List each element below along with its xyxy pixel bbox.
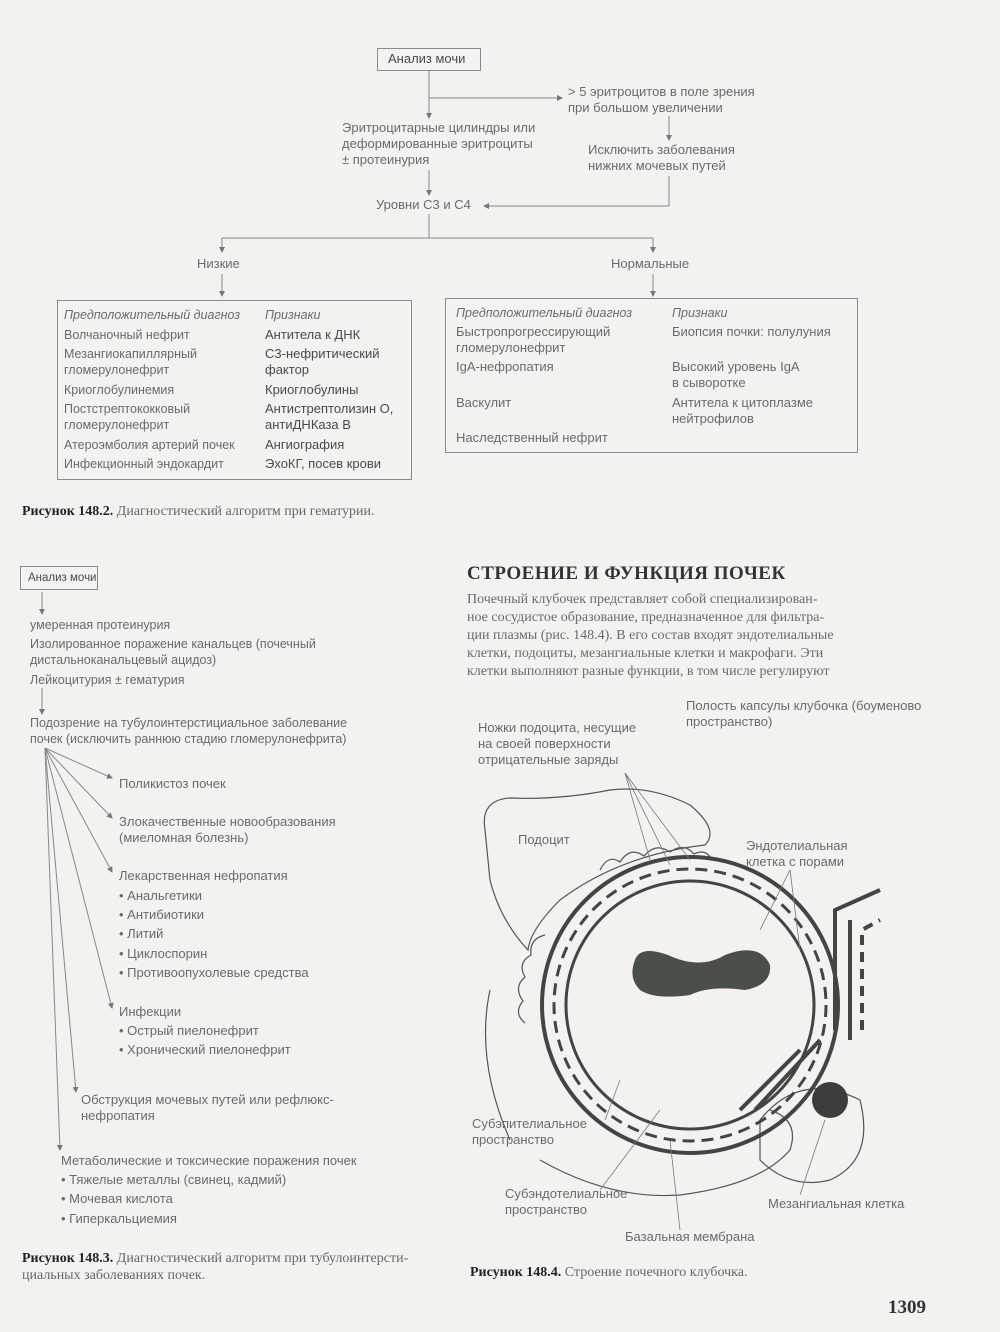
- fig3-start: Анализ мочи: [28, 572, 97, 584]
- fig4-subendo-label: Субэндотелиальное пространство: [505, 1186, 628, 1217]
- fig2-normal-signs-1: Биопсия почки: полулуния: [672, 324, 831, 339]
- fig3-suspect: Подозрение на тубулоинтерстициальное заболевание почек (исключить раннюю стадию гломерулонефрита): [30, 716, 348, 746]
- capillary-basal: [554, 869, 826, 1141]
- fig2-caption-label: Рисунок 148.2.: [22, 504, 114, 519]
- fig3-b6-item-1: • Тяжелые металлы (свинец, кадмий): [61, 1172, 287, 1187]
- fig3-b3-item-3: • Литий: [119, 926, 164, 941]
- fig2-normal-diag-1: Быстропрогрессирующий гломерулонефрит: [456, 324, 611, 355]
- fig2-normal: Нормальные: [611, 256, 690, 271]
- fig3-b4-item-2: • Хронический пиелонефрит: [119, 1042, 291, 1057]
- fig2-low-diag-2: Мезангиокапиллярный гломерулонефрит: [64, 347, 197, 377]
- podocyte-feet: [518, 847, 712, 1023]
- endothelial-nucleus: [632, 950, 770, 996]
- fig2-normal-signs-2: Высокий уровень IgA в сыворотке: [672, 359, 800, 390]
- mesangial-cell: [812, 1082, 848, 1118]
- fig2-normal-h-diag: Предположительный диагноз: [456, 306, 633, 320]
- fig3-b3-item-1: • Анальгетики: [119, 888, 203, 903]
- fig3-caption-label: Рисунок 148.3.: [22, 1251, 114, 1266]
- capillary-inner: [566, 881, 814, 1129]
- fig2-normal-diag-3: Васкулит: [456, 395, 512, 410]
- page-number: 1309: [888, 1297, 926, 1318]
- fig4-subepi-label: Субэпителиальное пространство: [472, 1116, 587, 1147]
- fig2-low-h-diag: Предположительный диагноз: [64, 308, 241, 322]
- fig3-finding-2: Изолированное поражение канальцев (почечный дистальноканальцевый ацидоз): [30, 637, 316, 667]
- fig2-low-signs-1: Антитела к ДНК: [265, 327, 361, 342]
- fig2-low-signs-4: Антистрептолизин О, антиДНКаза В: [265, 401, 394, 432]
- fig2-right-mid: Исключить заболевания нижних мочевых путей: [588, 142, 735, 173]
- fig4-caption: [470, 1265, 747, 1281]
- fig3-b3-item-4: • Циклоспорин: [119, 946, 208, 961]
- fig2-low-diag-6: Инфекционный эндокардит: [64, 457, 224, 471]
- fig2-low: Низкие: [197, 256, 240, 271]
- section-line-5: клетки выполняют разные функции, в том числе регулируют: [467, 664, 830, 679]
- fig2-low-signs-6: ЭхоКГ, посев крови: [265, 456, 382, 471]
- fig2-low-diag-1: Волчаночный нефрит: [64, 328, 190, 342]
- section-heading: СТРОЕНИЕ И ФУНКЦИЯ ПОЧЕК: [467, 563, 786, 584]
- fig4-caption-label: Рисунок 148.4.: [470, 1265, 562, 1280]
- fig4-caption-text: Строение почечного клубочка.: [564, 1265, 748, 1280]
- fig3-branch-6: Метаболические и токсические поражения почек: [61, 1153, 357, 1168]
- fig3-branch-4: Инфекции: [119, 1004, 182, 1019]
- fig3-branch-2: Злокачественные новообразования (миеломная болезнь): [119, 814, 336, 845]
- fig4-basal-label: Базальная мембрана: [625, 1229, 755, 1244]
- fig2-right-top: > 5 эритроцитов в поле зрения при большом увеличении: [568, 84, 755, 115]
- fig2-normal-diag-4: Наследственный нефрит: [456, 430, 608, 445]
- fig4-legs-label: Ножки подоцита, несущие на своей поверхности отрицательные заряды: [478, 720, 637, 767]
- fig3-branch-3: Лекарственная нефропатия: [119, 868, 288, 883]
- fig2-low-signs-3: Криоглобулины: [265, 382, 359, 397]
- fig2-low-signs-2: С3-нефритический фактор: [265, 346, 380, 377]
- fig2-normal-signs-3: Антитела к цитоплазме нейтрофилов: [672, 395, 813, 426]
- section-line-3: ции плазмы (рис. 148.4). В его состав входят эндотелиальные: [467, 628, 834, 643]
- fig3-branch-1: Поликистоз почек: [119, 776, 226, 791]
- fig2-low-h-signs: Признаки: [265, 308, 321, 322]
- section-line-2: ное сосудистое образование, предназначенное для фильтра-: [467, 610, 825, 625]
- fig4-mesangial-label: Мезангиальная клетка: [768, 1196, 905, 1211]
- fig3-caption-text: Диагностический алгоритм при тубулоинтерсти- циальных заболеваниях почек.: [22, 1251, 409, 1283]
- fig3-b4-item-1: • Острый пиелонефрит: [119, 1023, 259, 1038]
- fig4-podocyte-label: Подоцит: [518, 832, 570, 847]
- fig2-low-diag-4: Постстрептококковый гломерулонефрит: [64, 402, 191, 432]
- fig2-levels: Уровни С3 и С4: [376, 197, 471, 212]
- fig2-left-mid: Эритроцитарные цилиндры или деформированные эритроциты ± протеинурия: [342, 120, 536, 167]
- fig2-caption-text: Диагностический алгоритм при гематурии.: [116, 504, 375, 519]
- fig2-low-signs-5: Ангиография: [265, 437, 345, 452]
- fig2-start: Анализ мочи: [388, 51, 466, 66]
- fig3-finding-3: Лейкоцитурия ± гематурия: [30, 673, 185, 687]
- podocyte-outline: [484, 789, 710, 950]
- fig2-normal-diag-2: IgA-нефропатия: [456, 359, 554, 374]
- fig3-b6-item-3: • Гиперкальциемия: [61, 1211, 177, 1226]
- fig4-capsule-label: Полость капсулы клубочка (боуменово пространство): [686, 698, 922, 729]
- section-line-4: клетки, подоциты, мезангиальные клетки и макрофаги. Эти: [467, 646, 824, 661]
- section-line-1: Почечный клубочек представляет собой специализирован-: [467, 592, 818, 607]
- fig3-finding-1: умеренная протеинурия: [30, 618, 171, 632]
- fig3-branch-5: Обструкция мочевых путей или рефлюкс- нефропатия: [81, 1092, 334, 1123]
- fig2-low-diag-3: Криоглобулинемия: [64, 383, 175, 397]
- fig4-endo-label: Эндотелиальная клетка с порами: [746, 838, 848, 869]
- fig3-b3-item-5: • Противоопухолевые средства: [119, 965, 309, 980]
- fig2-normal-h-signs: Признаки: [672, 306, 728, 320]
- fig3-b6-item-2: • Мочевая кислота: [61, 1191, 173, 1206]
- fig3-b3-item-2: • Антибиотики: [119, 907, 205, 922]
- fig2-low-diag-5: Атероэмболия артерий почек: [64, 438, 235, 452]
